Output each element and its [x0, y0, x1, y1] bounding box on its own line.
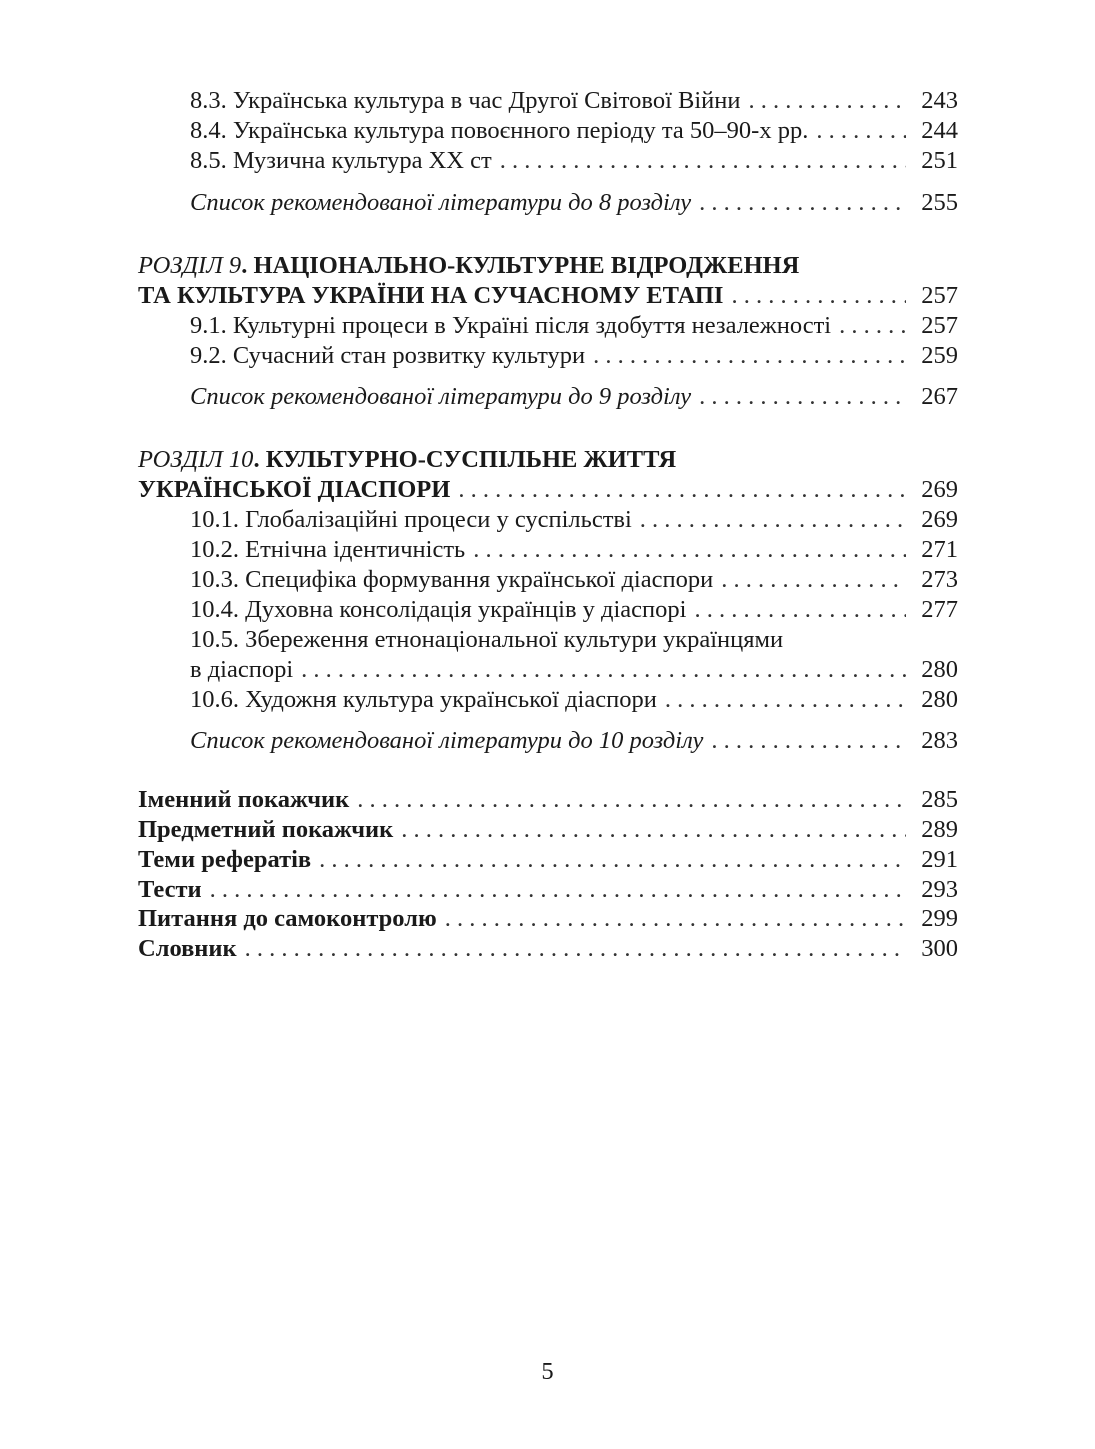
chapter-title: УКРАЇНСЬКОЇ ДІАСПОРИ — [138, 476, 451, 503]
toc-entry — [190, 86, 958, 116]
toc-entry-page: 243 — [921, 87, 958, 114]
dot-leader — [319, 845, 906, 875]
toc-entry-title: 10.6. Художня культура української діаспори — [190, 686, 657, 713]
toc-entry-page: 293 — [921, 876, 958, 903]
toc-entry-page: 283 — [921, 727, 958, 754]
toc-entry-title: Предметний покажчик — [138, 816, 394, 843]
toc-entry — [190, 146, 958, 176]
toc-entry-title: 10.3. Специфіка формування української діаспори — [190, 566, 714, 593]
toc-chapter-heading — [138, 475, 958, 505]
toc-entry-title: 9.2. Сучасний стан розвитку культури — [190, 342, 586, 369]
toc-entry-page: 267 — [921, 383, 958, 410]
dot-leader — [731, 281, 906, 311]
toc-entry — [190, 625, 958, 655]
chapter-label: РОЗДІЛ 9 — [138, 252, 242, 279]
chapter-title: . НАЦІОНАЛЬНО-КУЛЬТУРНЕ ВІДРОДЖЕННЯ — [241, 252, 800, 279]
toc-entry — [190, 311, 958, 341]
toc-entry-page: 280 — [921, 686, 958, 713]
toc-entry-title: Іменний покажчик — [138, 786, 350, 813]
toc-entry-page: 244 — [921, 117, 958, 144]
dot-leader — [816, 116, 906, 146]
toc-entry — [190, 505, 958, 535]
dot-leader — [401, 815, 906, 845]
dot-leader — [500, 146, 906, 176]
toc-entry-page: 269 — [921, 476, 958, 503]
toc-entry-page: 251 — [921, 147, 958, 174]
toc-entry-title: 10.2. Етнічна ідентичність — [190, 536, 466, 563]
toc-entry-title: 8.4. Українська культура повоєнного періоду та 50–90-х рр. — [190, 117, 809, 144]
dot-leader — [665, 685, 906, 715]
toc-entry — [190, 595, 958, 625]
chapter-title: . КУЛЬТУРНО-СУСПІЛЬНЕ ЖИТТЯ — [253, 446, 677, 473]
toc-entry-appendix — [138, 815, 958, 845]
dot-leader — [699, 382, 906, 412]
chapter-label: РОЗДІЛ 10 — [138, 446, 254, 473]
toc-entry-page: 269 — [921, 506, 958, 533]
toc-entry-title: Список рекомендованої літератури до 10 розділу — [190, 727, 704, 754]
dot-leader — [245, 934, 906, 964]
page-number: 5 — [541, 1358, 554, 1385]
chapter-title: ТА КУЛЬТУРА УКРАЇНИ НА СУЧАСНОМУ ЕТАПІ — [138, 282, 724, 309]
toc-entry-title: Список рекомендованої літератури до 9 розділу — [190, 383, 692, 410]
toc-entry-title: Словник — [138, 935, 237, 962]
toc-entry-page: 273 — [921, 566, 958, 593]
toc-entry-page: 257 — [921, 282, 958, 309]
toc-entry-literature — [190, 382, 958, 412]
toc-entry-title: Тести — [138, 876, 202, 903]
toc-entry-page: 271 — [921, 536, 958, 563]
toc-entry-page: 259 — [921, 342, 958, 369]
dot-leader — [748, 86, 906, 116]
toc-entry-title: Питання до самоконтролю — [138, 905, 437, 932]
toc-entry-literature — [190, 726, 958, 756]
toc-entry-page: 255 — [921, 189, 958, 216]
toc-entry-title: 8.5. Музична культура ХХ ст — [190, 147, 492, 174]
toc-entry-page: 289 — [921, 816, 958, 843]
dot-leader — [445, 904, 906, 934]
toc-entry-page: 277 — [921, 596, 958, 623]
toc-entry-title: Теми рефератів — [138, 846, 312, 873]
toc-entry-page: 257 — [921, 312, 958, 339]
toc-entry-appendix — [138, 934, 958, 964]
dot-leader — [473, 535, 906, 565]
toc-entry-title: в діаспорі — [190, 656, 294, 683]
toc-entry-title: 10.5. Збереження етнонаціональної культури українцями — [190, 626, 784, 653]
toc-entry — [190, 341, 958, 371]
toc-entry — [190, 685, 958, 715]
toc-entry-page: 291 — [921, 846, 958, 873]
toc-chapter-heading — [138, 445, 958, 475]
toc-entry-literature — [190, 188, 958, 218]
toc-entry — [190, 116, 958, 146]
dot-leader — [458, 475, 906, 505]
toc-entry-page: 280 — [921, 656, 958, 683]
toc-entry — [190, 535, 958, 565]
toc-entry-page: 300 — [921, 935, 958, 962]
toc-entry-title: 8.3. Українська культура в час Другої Світової Війни — [190, 87, 741, 114]
dot-leader — [593, 341, 906, 371]
dot-leader — [711, 726, 906, 756]
toc-entry-appendix — [138, 845, 958, 875]
toc-entry-page: 285 — [921, 786, 958, 813]
toc-chapter-heading — [138, 281, 958, 311]
toc-chapter-heading — [138, 251, 958, 281]
toc-entry-appendix — [138, 785, 958, 815]
toc-entry — [190, 565, 958, 595]
toc-entry-title: 10.1. Глобалізаційні процеси у суспільстві — [190, 506, 632, 533]
dot-leader — [357, 785, 906, 815]
toc-entry-title: Список рекомендованої літератури до 8 розділу — [190, 189, 692, 216]
dot-leader — [721, 565, 906, 595]
dot-leader — [301, 655, 906, 685]
toc-entry-title: 10.4. Духовна консолідація українців у діаспорі — [190, 596, 687, 623]
toc-entry-title: 9.1. Культурні процеси в Україні після здобуття незалежності — [190, 312, 832, 339]
dot-leader — [640, 505, 906, 535]
dot-leader — [839, 311, 906, 341]
toc-entry — [190, 655, 958, 685]
toc-entry-appendix — [138, 904, 958, 934]
dot-leader — [210, 875, 906, 905]
toc-entry-page: 299 — [921, 905, 958, 932]
dot-leader — [694, 595, 906, 625]
dot-leader — [699, 188, 906, 218]
toc-entry-appendix — [138, 875, 958, 905]
